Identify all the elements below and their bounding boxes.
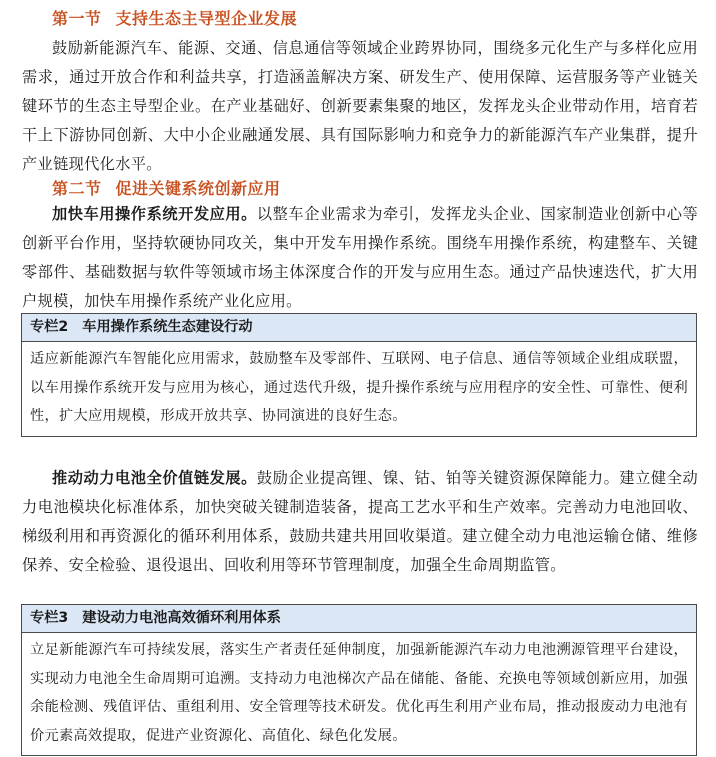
section1-heading xyxy=(52,6,297,29)
paragraph1-lead: 加快车用操作系统开发应用。 xyxy=(52,205,257,223)
column-box-2 xyxy=(21,313,697,437)
section2-number: 第二节 xyxy=(52,179,102,198)
box2-body: 适应新能源汽车智能化应用需求，鼓励整车及零部件、互联网、电子信息、通信等领域企业组成联盟，以车用操作系统开发与应用为核心，通过迭代升级，提升操作系统与应用程序的安全性、可靠性、便利性，扩大应用规模，形成开放共享、协同演进的良好生态。 xyxy=(30,351,688,425)
section1-paragraph: 鼓励新能源汽车、能源、交通、信息通信等领域企业跨界协同，围绕多元化生产与多样化应用需求，通过开放合作和利益共享，打造涵盖解决方案、研发生产、使用保障、运营服务等产业链关键环节的生态主导型企业。在产业基础好、创新要素集聚的地区，发挥龙头企业带动作用，培育若干上下游协同创新、大中小企业融通发展、具有国际影响力和竞争力的新能源汽车产业集群，提升产业链现代化水平。 xyxy=(22,39,698,173)
box2-number: 专栏2 xyxy=(30,319,69,335)
box2-title: 车用操作系统生态建设行动 xyxy=(82,319,253,335)
box3-title: 建设动力电池高效循环利用体系 xyxy=(82,610,281,626)
box3-number: 专栏3 xyxy=(30,610,69,626)
section2-paragraph1 xyxy=(22,200,698,316)
section2-heading xyxy=(52,176,281,199)
section1-title: 支持生态主导型企业发展 xyxy=(115,9,298,28)
paragraph1-text: 以整车企业需求为牵引，发挥龙头企业、国家制造业创新中心等创新平台作用，坚持软硬协同攻关，集中开发车用操作系统。围绕车用操作系统，构建整车、关键零部件、基础数据与软件等领域市场主体深度合作的开发与应用生态。通过产品快速迭代，扩大用户规模，加快车用操作系统产业化应用。 xyxy=(22,205,698,310)
box3-body: 立足新能源汽车可持续发展，落实生产者责任延伸制度，加强新能源汽车动力电池溯源管理平台建设，实现动力电池全生命周期可追溯。支持动力电池梯次产品在储能、备能、充换电等领域创新应用，加强余能检测、残值评估、重组利用、安全管理等技术研发。优化再生利用产业布局，推动报废动力电池有价元素高效提取，促进产业资源化、高值化、绿色化发展。 xyxy=(30,642,688,744)
section1-number: 第一节 xyxy=(52,9,102,28)
box2-title-bar xyxy=(22,314,696,342)
box3-title-bar xyxy=(22,605,696,633)
paragraph2-lead: 推动动力电池全价值链发展。 xyxy=(52,469,257,487)
paragraph2-text: 鼓励企业提高锂、镍、钴、铂等关键资源保障能力。建立健全动力电池模块化标准体系，加快突破关键制造装备，提高工艺水平和生产效率。完善动力电池回收、梯级利用和再资源化的循环利用体系，鼓励共建共用回收渠道。建立健全动力电池运输仓储、维修保养、安全检验、退役退出、回收利用等环节管理制度，加强全生命周期监管。 xyxy=(22,469,698,574)
section2-paragraph2 xyxy=(22,464,698,580)
section2-title: 促进关键系统创新应用 xyxy=(115,179,281,198)
column-box-3 xyxy=(21,604,697,756)
